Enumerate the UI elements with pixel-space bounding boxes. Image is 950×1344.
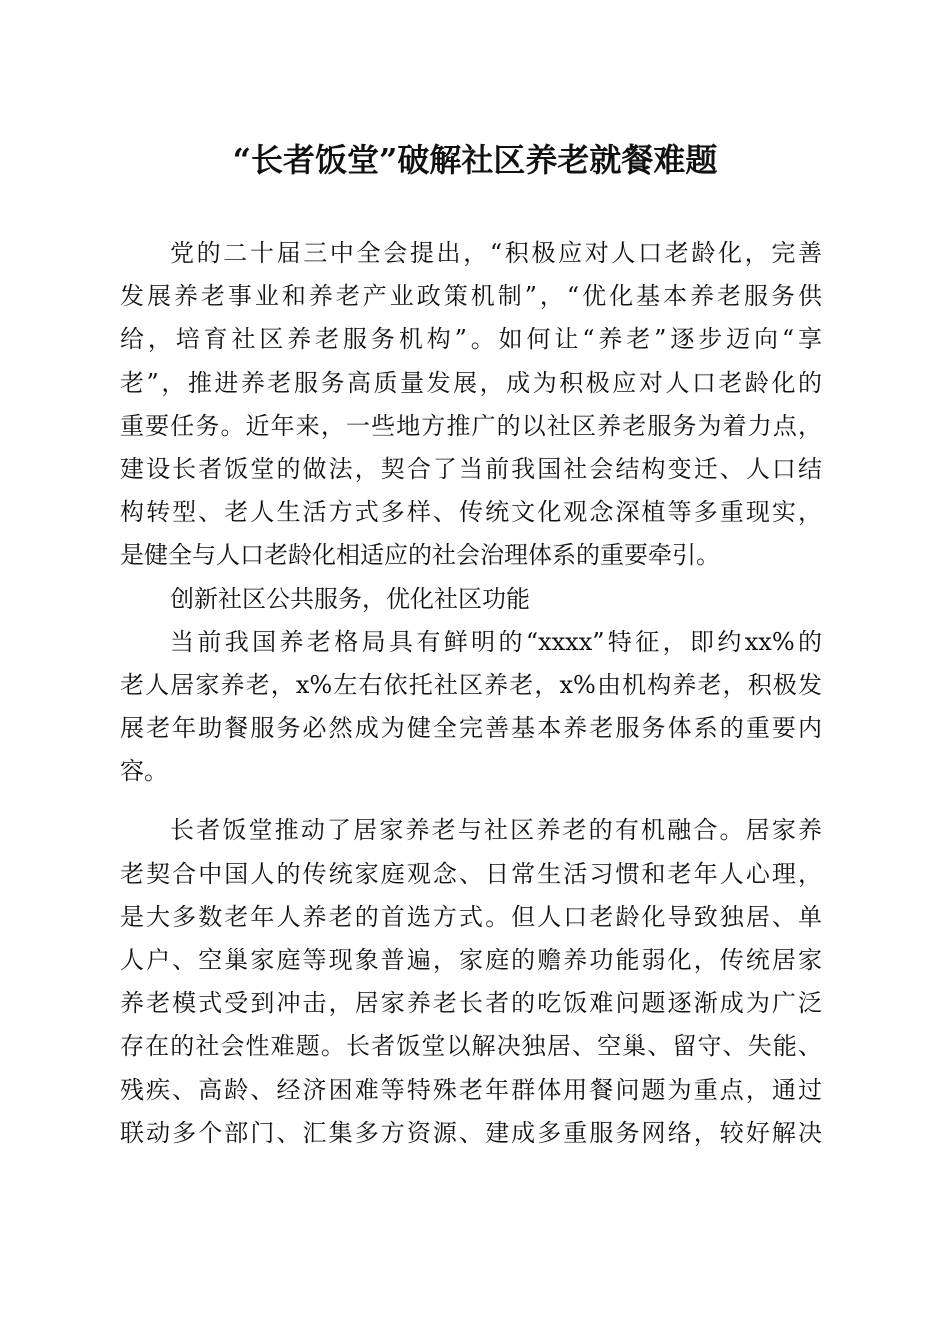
document-title: “长者饭堂”破解社区养老就餐难题 xyxy=(232,141,718,179)
text-line: 党的二十届三中全会提出，“积极应对人口老龄化，完善 xyxy=(170,239,822,267)
text-line: 残疾、高龄、经济困难等特殊老年群体用餐问题为重点，通过 xyxy=(120,1075,822,1104)
document-body xyxy=(120,232,822,1155)
text-line: 养老模式受到冲击，居家养老长者的吃饭难问题逐渐成为广泛 xyxy=(120,989,822,1018)
text-line: 建设长者饭堂的做法，契合了当前我国社会结构变迁、人口结 xyxy=(120,454,822,483)
text-line: 是大多数老年人养老的首选方式。但人口老龄化导致独居、单 xyxy=(120,902,822,931)
text-line: 老契合中国人的传统家庭观念、日常生活习惯和老年人心理， xyxy=(120,859,822,888)
text-line: 发展养老事业和养老产业政策机制”，“优化基本养老服务供 xyxy=(120,282,822,311)
text-line: 是健全与人口老龄化相适应的社会治理体系的重要牵引。 xyxy=(120,541,720,570)
text-line: 构转型、老人生活方式多样、传统文化观念深植等多重现实， xyxy=(120,498,822,527)
text-line: 长者饭堂推动了居家养老与社区养老的有机融合。居家养 xyxy=(170,816,822,845)
text-line: 老人居家养老，x%左右依托社区养老，x%由机构养老，积极发 xyxy=(120,670,822,699)
text-line: 重要任务。近年来，一些地方推广的以社区养老服务为着力点， xyxy=(120,411,822,440)
text-line: 展老年助餐服务必然成为健全完善基本养老服务体系的重要内 xyxy=(120,714,822,743)
text-line: 给，培育社区养老服务机构”。如何让“养老”逐步迈向“享 xyxy=(120,325,822,354)
paragraph xyxy=(120,578,822,621)
text-line: 老”，推进养老服务高质量发展，成为积极应对人口老龄化的 xyxy=(120,368,822,397)
text-line: 人户、空巢家庭等现象普遍，家庭的赡养功能弱化，传统居家 xyxy=(120,946,822,974)
text-line: 当前我国养老格局具有鲜明的“xxxx”特征，即约xx%的 xyxy=(170,627,822,656)
paragraph xyxy=(120,621,822,794)
text-line: 容。 xyxy=(120,757,168,786)
section-heading: 创新社区公共服务，优化社区功能 xyxy=(170,584,530,613)
paragraph xyxy=(120,232,822,578)
text-line: 存在的社会性难题。长者饭堂以解决独居、空巢、留守、失能、 xyxy=(120,1032,822,1061)
paragraph xyxy=(120,809,822,1155)
text-line: 联动多个部门、汇集多方资源、建成多重服务网络，较好解决 xyxy=(120,1118,822,1147)
